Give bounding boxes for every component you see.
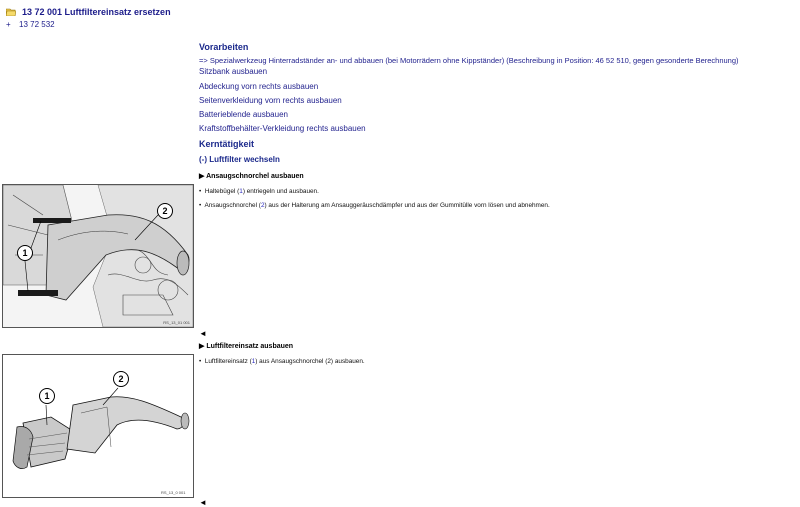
callout-ref: 1 [239,188,243,195]
callout-2: 2 [113,371,129,387]
vorarbeiten-item[interactable]: Abdeckung vorn rechts ausbauen [199,82,319,91]
figure-ansaugschnorchel [2,184,194,328]
section-heading-kerntaetigkeit: Kerntätigkeit [199,139,255,149]
subheading-luftfilter-wechseln: (-) Luftfilter wechseln [199,155,280,164]
figure-luftfiltereinsatz [2,354,194,498]
section-heading-vorarbeiten: Vorarbeiten [199,42,249,52]
step1-bullet: • Haltebügel (1) entriegeln und ausbauen. [199,188,319,195]
step-title-luftfiltereinsatz: ▶ Luftfiltereinsatz ausbauen [199,343,294,350]
step1-bullet: • Ansaugschnorchel (2) aus der Halterung am Ansauggeräuschdämpfer und aus der Gummitülle vorn lösen und abnehmen. [199,202,550,209]
callout-1: 1 [39,388,55,404]
vorarbeiten-list [199,55,794,135]
air-filter-illustration [3,355,193,497]
page-title-row[interactable] [6,7,171,17]
vorarbeiten-item[interactable]: => Spezialwerkzeug Hinterradständer an- und abbauen (bei Motorrädern ohne Kippständer) (Beschreibung in Position: 46 52 510, gegen gesonderte Berechnung) [199,56,739,65]
sub-item[interactable] [6,20,55,29]
callout-ref: 1 [251,358,256,365]
step-title-ansaugschnorchel: ▶ Ansaugschnorchel ausbauen [199,173,304,180]
folder-open-icon [6,8,16,16]
figure-code: RS_13_01 001 [163,320,190,325]
page-title: 13 72 001 Luftfiltereinsatz ersetzen [22,7,171,17]
end-mark: ◄ [199,498,207,507]
callout-1: 1 [17,245,33,261]
vorarbeiten-item[interactable]: Batterieblende ausbauen [199,110,288,119]
callout-ref: 2 [260,202,265,209]
vorarbeiten-item[interactable]: Seitenverkleidung vorn rechts ausbauen [199,96,342,105]
end-mark: ◄ [199,329,207,338]
expand-icon[interactable]: + [6,20,11,29]
sub-item-label[interactable]: 13 72 532 [19,20,55,29]
step2-bullet: • Luftfiltereinsatz (1) aus Ansaugschnorchel (2) ausbauen. [199,358,365,365]
vorarbeiten-item[interactable]: Sitzbank ausbauen [199,67,268,76]
figure-code: RS_13_0 001 [161,490,186,495]
callout-2: 2 [157,203,173,219]
vorarbeiten-item[interactable]: Kraftstoffbehälter-Verkleidung rechts ausbauen [199,124,366,133]
